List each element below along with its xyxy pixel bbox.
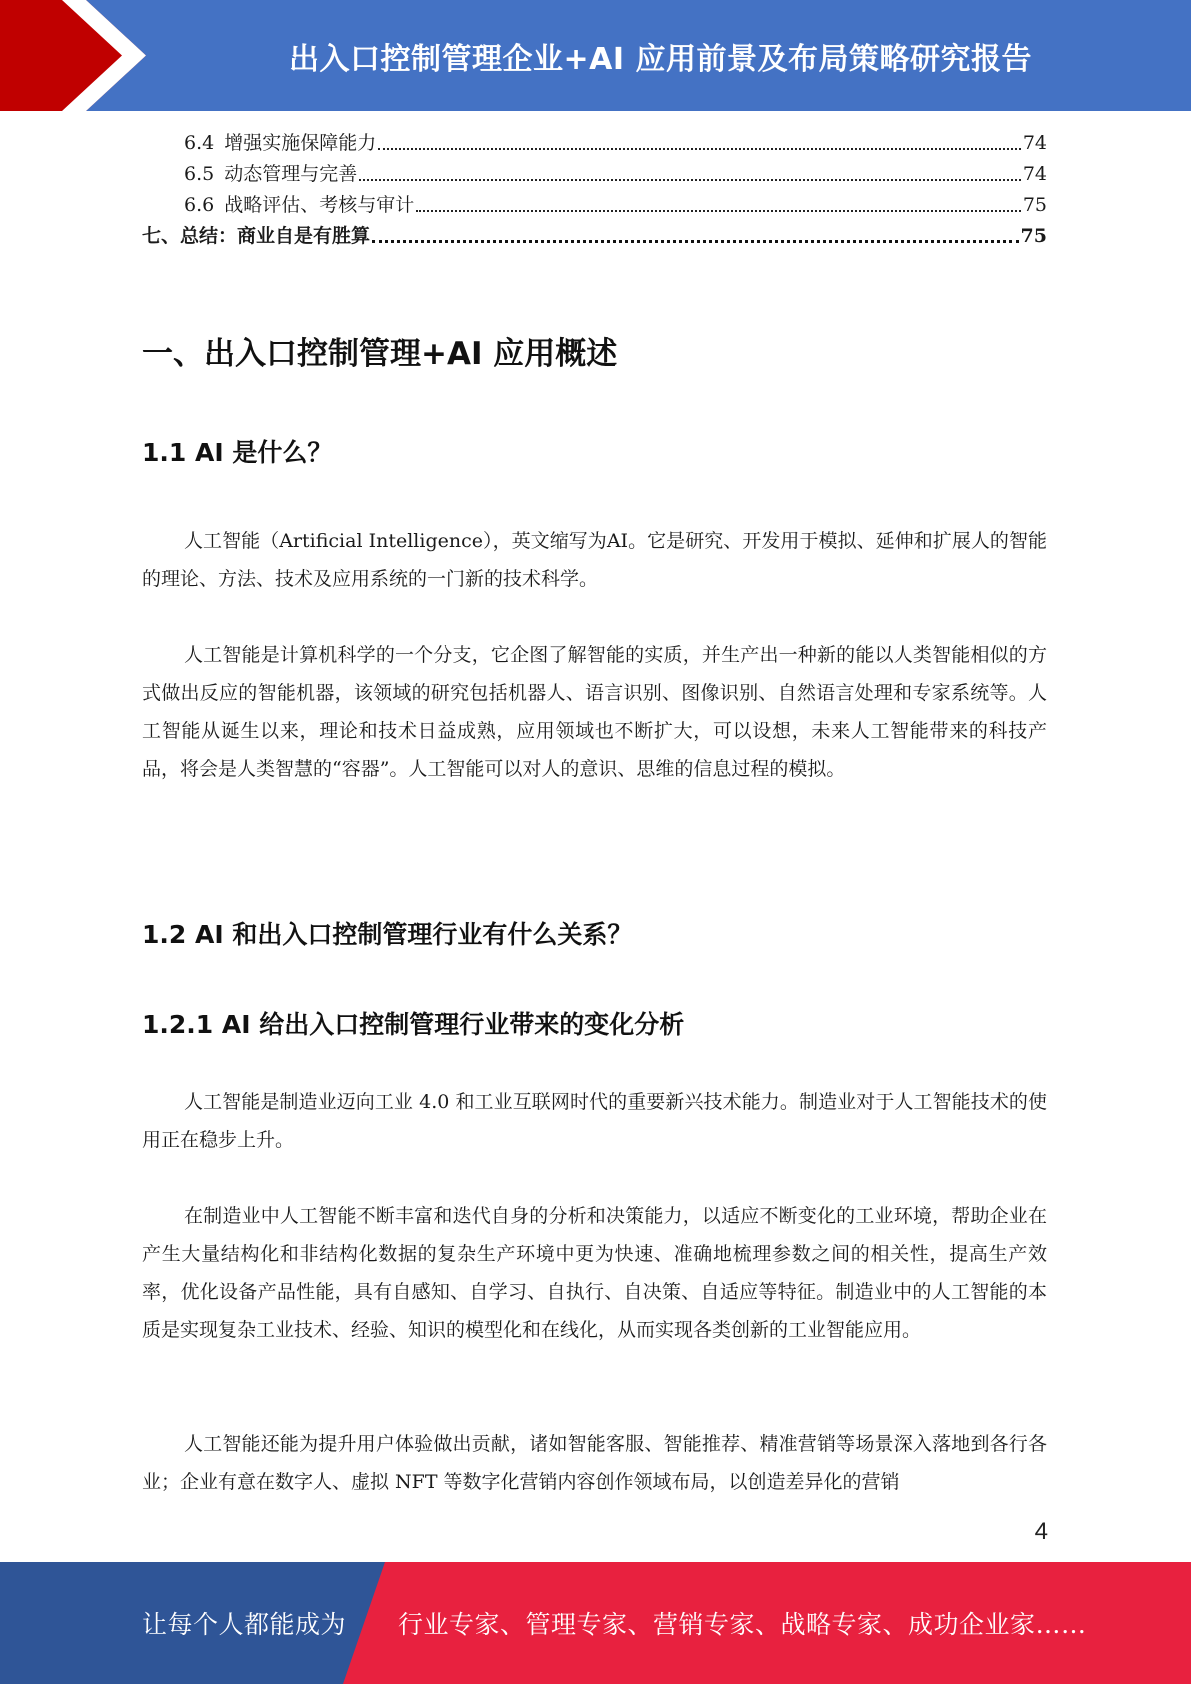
section-heading-1-2-1: 1.2.1 AI 给出入口控制管理行业带来的变化分析: [142, 1010, 685, 1039]
page-header: [0, 0, 1191, 111]
toc-entry-chapter-7[interactable]: [142, 221, 1047, 251]
header-title: 出入口控制管理企业+AI 应用前景及布局策略研究报告: [289, 41, 1032, 77]
footer-slogan-left: 让每个人都能成为: [142, 1610, 347, 1639]
section-heading-1-1: 1.1 AI 是什么？: [142, 438, 333, 467]
paragraph-ai-branch: 人工智能是计算机科学的一个分支，它企图了解智能的实质，并生产出一种新的能以人类智能相似的方式做出反应的智能机器，该领域的研究包括机器人、语言识别、图像识别、自然语言处理和专家系统等。人工智能从诞生以来，理论和技术日益成熟，应用领域也不断扩大，可以设想，未来人工智能带来的科技产品，将会是人类智慧的“容器”。人工智能可以对人的意识、思维的信息过程的模拟。: [142, 644, 1047, 780]
paragraph-ai-in-manufacturing: 在制造业中人工智能不断丰富和迭代自身的分析和决策能力，以适应不断变化的工业环境，帮助企业在产生大量结构化和非结构化数据的复杂生产环境中更为快速、准确地梳理参数之间的相关性，提高生产效率，优化设备产品性能，具有自感知、自学习、自执行、自决策、自适应等特征。制造业中的人工智能的本质是实现复杂工业技术、经验、知识的模型化和在线化，从而实现各类创新的工业智能应用。: [142, 1205, 1047, 1341]
paragraph-ai-definition: 人工智能（Artificial Intelligence），英文缩写为AI。它是研究、开发用于模拟、延伸和扩展人的智能的理论、方法、技术及应用系统的一门新的技术科学。: [142, 530, 1047, 590]
page-number: 4: [1034, 1518, 1048, 1545]
section-heading-1-2: 1.2 AI 和出入口控制管理行业有什么关系？: [142, 920, 633, 949]
paragraph-user-experience: 人工智能还能为提升用户体验做出贡献，诸如智能客服、智能推荐、精准营销等场景深入落地到各行各业；企业有意在数字人、虚拟 NFT 等数字化营销内容创作领域布局，以创造差异化的营销: [142, 1433, 1047, 1493]
toc-leader: [416, 209, 1021, 212]
chapter-heading: 一、出入口控制管理+AI 应用概述: [142, 336, 618, 372]
toc-number: 6.6: [184, 194, 215, 216]
toc-number: 6.4: [184, 132, 215, 154]
toc-label: 战略评估、考核与审计: [224, 194, 415, 216]
toc-page: 74: [1022, 132, 1047, 154]
toc-page: 75: [1020, 225, 1047, 247]
toc-entry-6-6[interactable]: [142, 190, 1047, 220]
footer-slogan-right: 行业专家、管理专家、营销专家、战略专家、成功企业家……: [398, 1610, 1087, 1639]
toc-number: 6.5: [184, 163, 215, 185]
toc-leader: [372, 239, 1019, 243]
toc-page: 74: [1022, 163, 1047, 185]
toc-leader: [378, 147, 1021, 150]
page-footer: [0, 1562, 1191, 1684]
toc-label: 动态管理与完善: [224, 163, 358, 185]
paragraph-manufacturing-ai: 人工智能是制造业迈向工业 4.0 和工业互联网时代的重要新兴技术能力。制造业对于人工智能技术的使用正在稳步上升。: [142, 1091, 1047, 1151]
toc-entry-6-5[interactable]: [142, 159, 1047, 189]
toc-leader: [359, 178, 1021, 181]
toc-page: 75: [1022, 194, 1047, 216]
toc-label: 七、总结：商业自是有胜算: [142, 225, 371, 247]
toc-label: 增强实施保障能力: [224, 132, 377, 154]
header-chevron-icon: [0, 0, 160, 111]
toc-entry-6-4[interactable]: [142, 128, 1047, 158]
